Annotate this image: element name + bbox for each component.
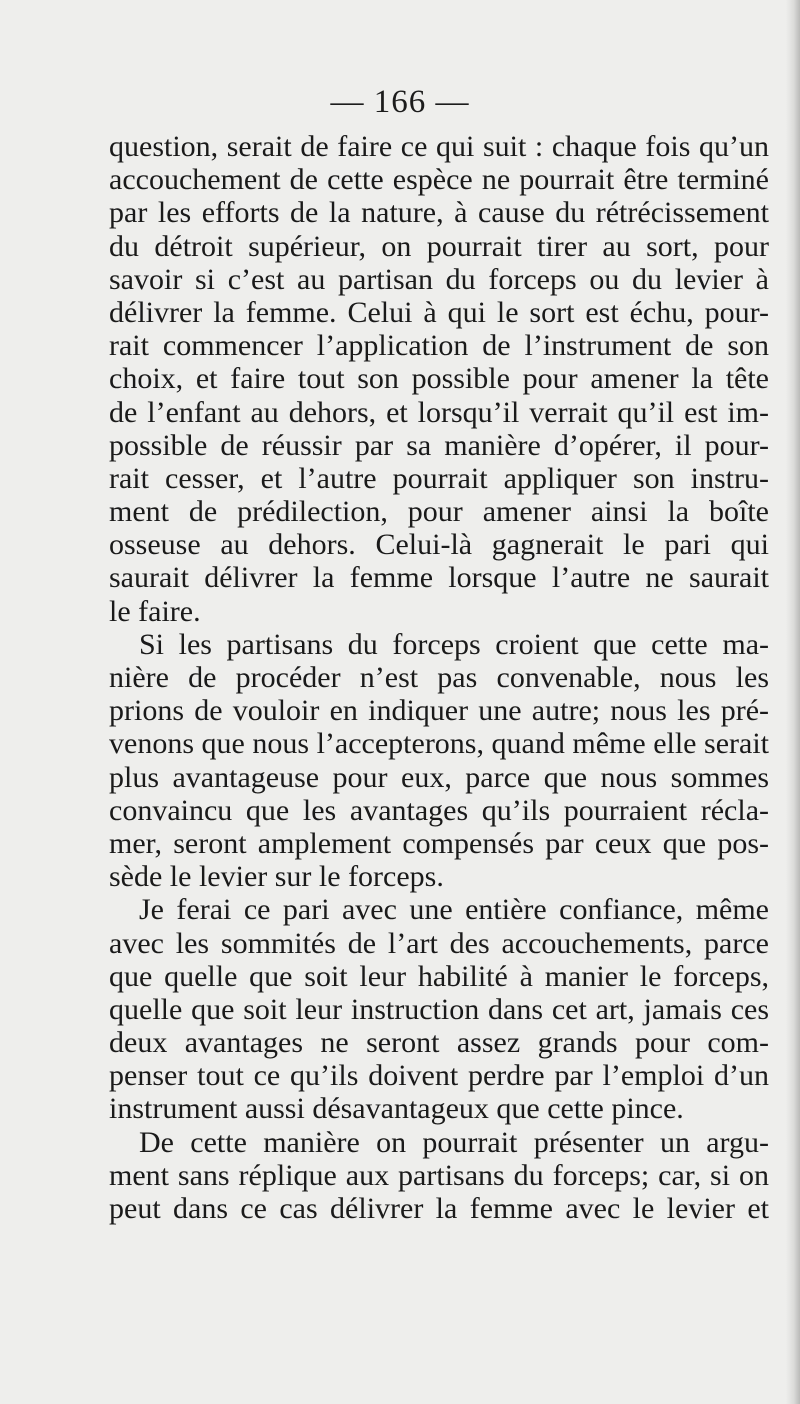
text-line: mer, seront amplement compensés par ceux que pos-: [109, 826, 769, 860]
text-line: ment sans réplique aux partisans du forceps; car, si on: [109, 1158, 769, 1192]
body-text: [109, 130, 769, 1225]
text-line: choix, et faire tout son possible pour amener la tête: [109, 362, 769, 396]
text-line: rait commencer l’application de l’instrument de son: [109, 329, 769, 363]
text-line: possible de réussir par sa manière d’opérer, il pour-: [109, 428, 769, 462]
text-line: avec les sommités de l’art des accouchements, parce: [109, 926, 769, 960]
text-line-paragraph-start: Si les partisans du forceps croient que cette ma-: [139, 627, 769, 661]
text-line-paragraph-end: le faire.: [109, 594, 201, 628]
text-line-paragraph-end: instrument aussi désavantageux que cette pince.: [109, 1092, 684, 1126]
text-line: deux avantages ne seront assez grands pour com-: [109, 1026, 769, 1060]
text-line: du détroit supérieur, on pourrait tirer au sort, pour: [109, 229, 769, 263]
text-line: convaincu que les avantages qu’ils pourraient récla-: [109, 793, 769, 827]
text-line: osseuse au dehors. Celui-là gagnerait le pari qui: [109, 528, 769, 562]
text-line: prions de vouloir en indiquer une autre; nous les pré-: [109, 694, 769, 728]
text-line: plus avantageuse pour eux, parce que nous sommes: [109, 760, 769, 794]
text-line: par les efforts de la nature, à cause du rétrécissement: [109, 196, 769, 230]
text-line-paragraph-start: Je ferai ce pari avec une entière confiance, même: [139, 893, 769, 927]
text-line-paragraph-start: De cette manière on pourrait présenter un argu-: [139, 1125, 769, 1159]
text-line: de l’enfant au dehors, et lorsqu’il verrait qu’il est im-: [109, 395, 769, 429]
text-line: peut dans ce cas délivrer la femme avec le levier et: [109, 1192, 769, 1225]
text-line: saurait délivrer la femme lorsque l’autre ne saurait: [109, 561, 769, 595]
text-line: que quelle que soit leur habilité à manier le forceps,: [109, 959, 769, 993]
text-line: question, serait de faire ce qui suit : chaque fois qu’un: [109, 130, 769, 163]
page-edge-shadow: [786, 0, 800, 1404]
text-line: quelle que soit leur instruction dans cet art, jamais ces: [109, 992, 769, 1026]
text-line: savoir si c’est au partisan du forceps ou du levier à: [109, 262, 769, 296]
text-line: nière de procéder n’est pas convenable, nous les: [109, 661, 769, 694]
text-line: accouchement de cette espèce ne pourrait être terminé: [109, 163, 769, 197]
text-line-paragraph-end: sède le levier sur le forceps.: [109, 860, 444, 894]
text-line: délivrer la femme. Celui à qui le sort est échu, pour-: [109, 295, 769, 329]
text-line: penser tout ce qu’ils doivent perdre par l’emploi d’un: [109, 1059, 769, 1093]
text-line: ment de prédilection, pour amener ainsi la boîte: [109, 495, 769, 529]
page-number: — 166 —: [330, 84, 470, 120]
text-line: venons que nous l’accepterons, quand même elle serait: [109, 727, 769, 761]
text-line: rait cesser, et l’autre pourrait appliquer son instru-: [109, 461, 769, 495]
